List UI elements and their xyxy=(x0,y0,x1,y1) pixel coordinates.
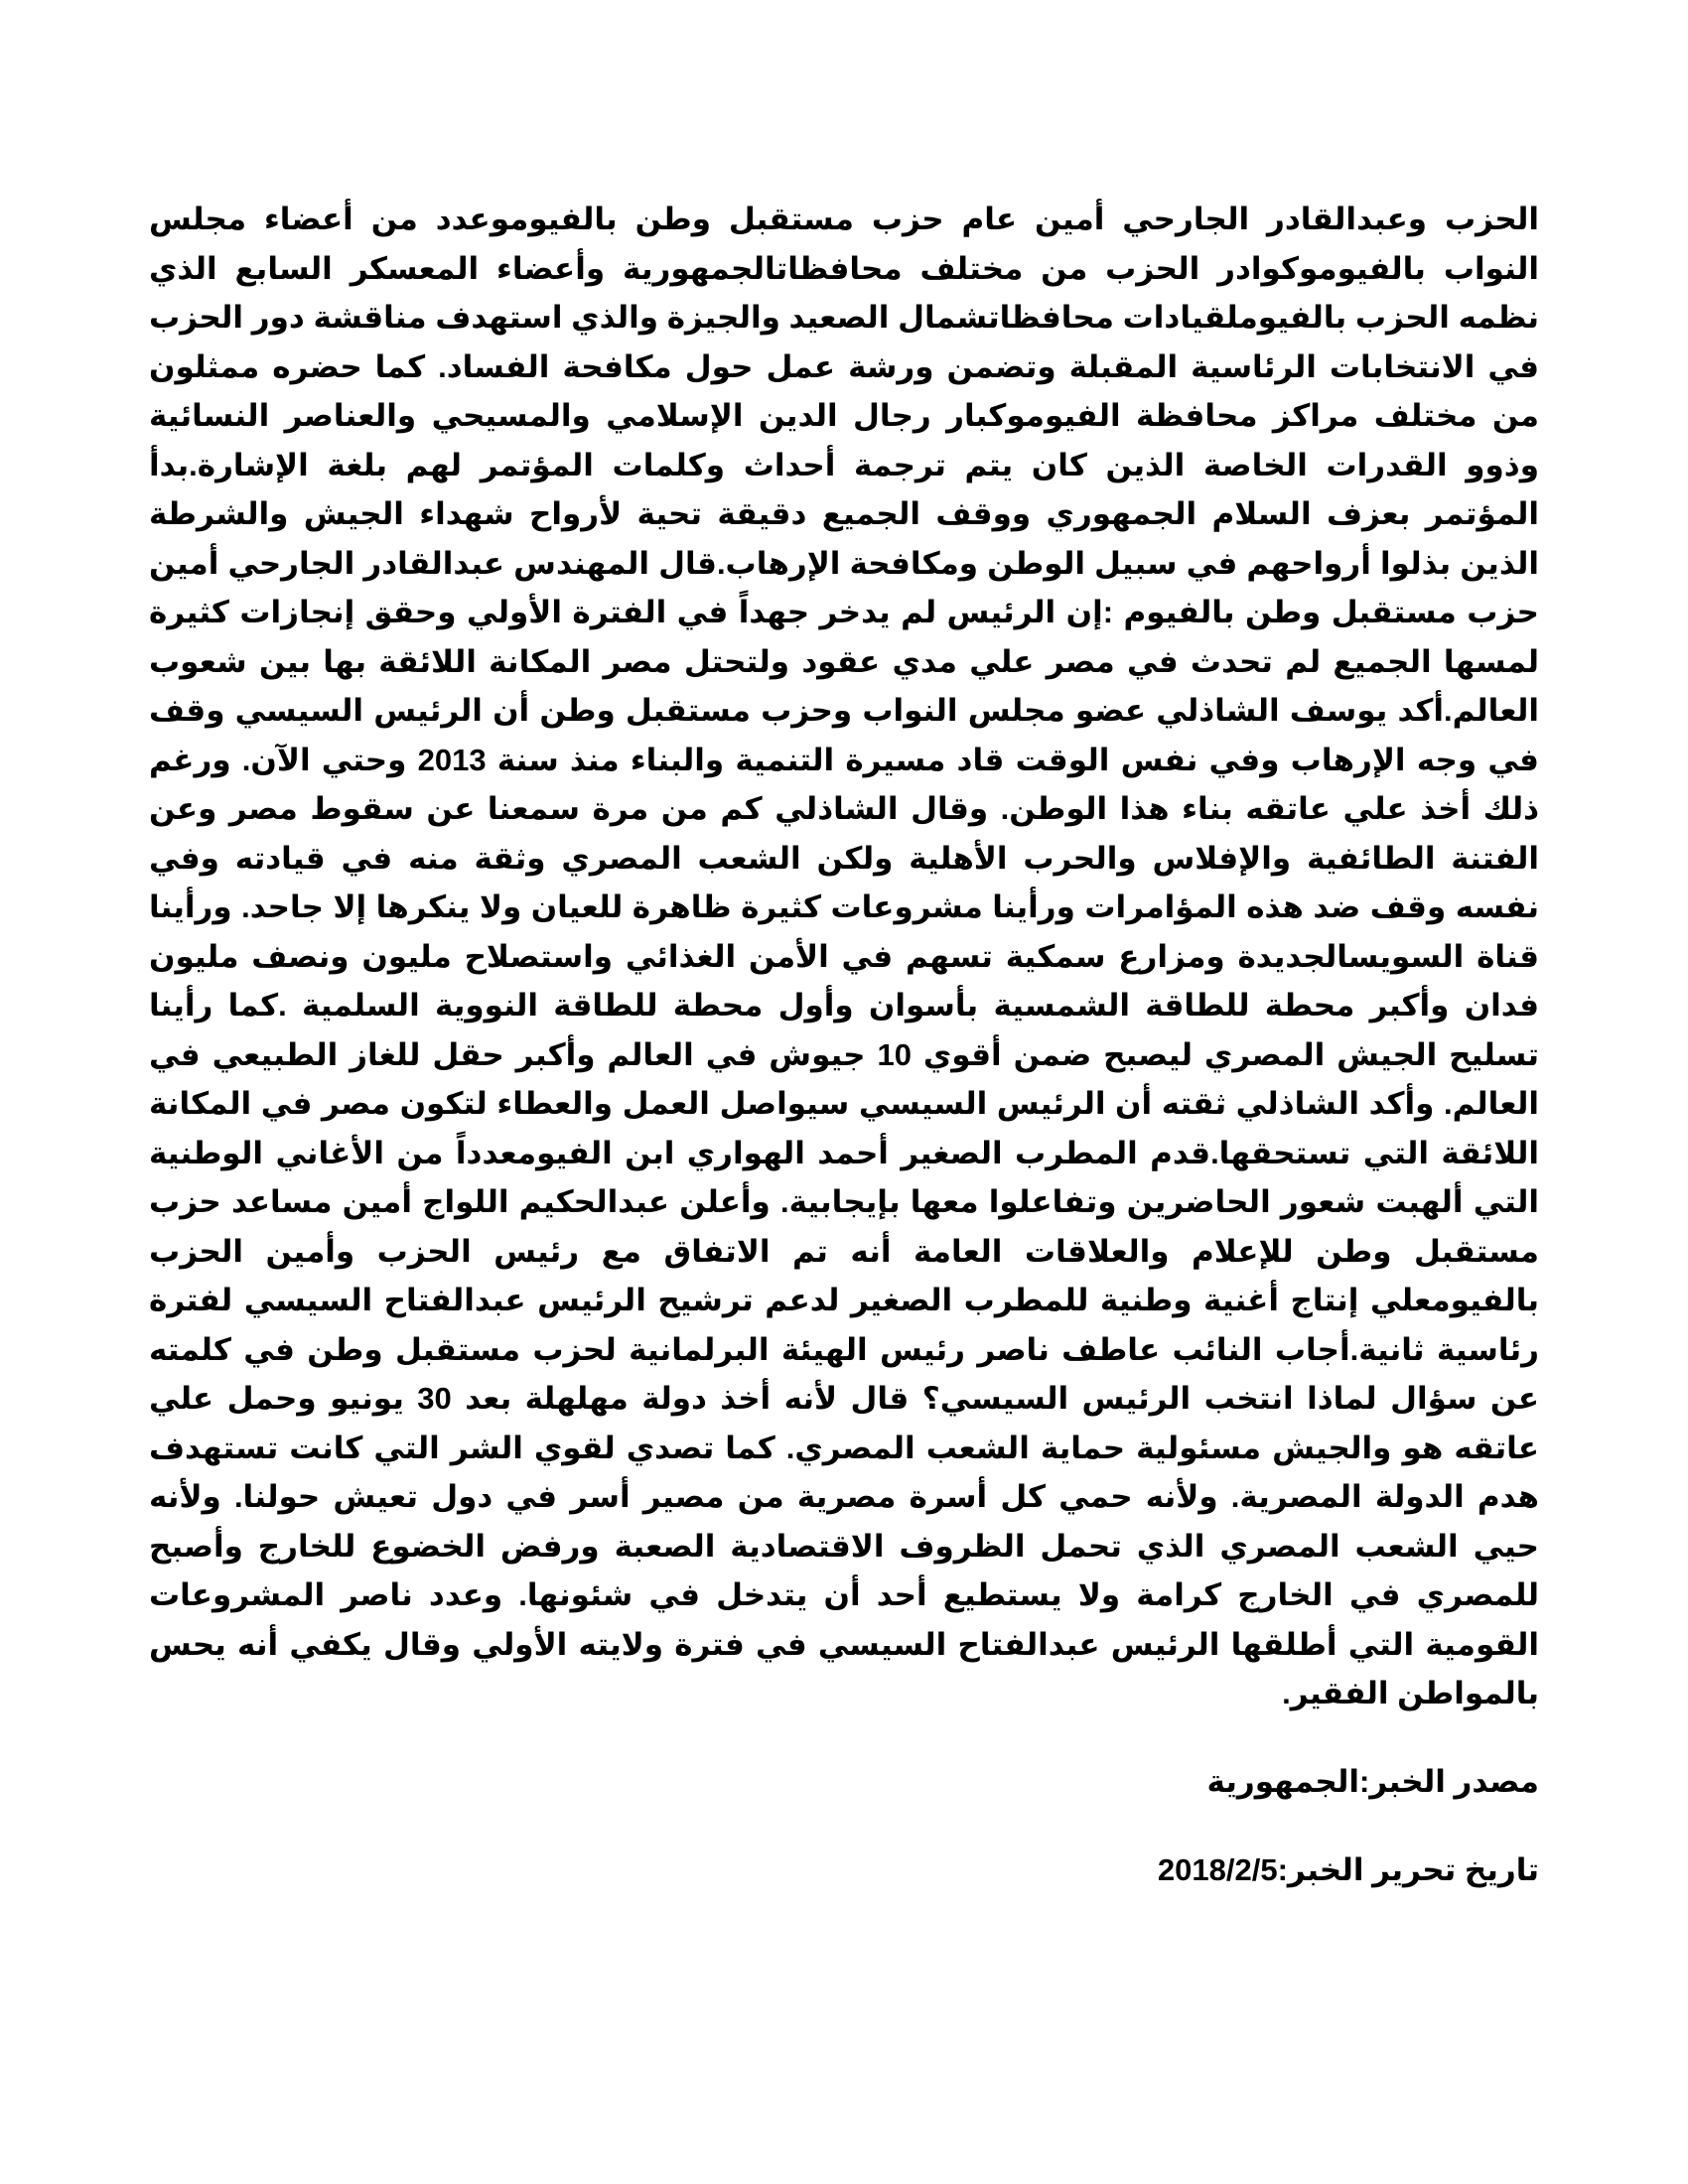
edit-date-value: 2018/2/5 xyxy=(1157,1852,1278,1887)
news-source-value: الجمهورية xyxy=(1206,1763,1360,1799)
news-source-label: مصدر الخبر: xyxy=(1359,1763,1539,1799)
edit-date-line xyxy=(149,1845,1539,1895)
document-page xyxy=(149,195,1539,1895)
article-body: الحزب وعبدالقادر الجارحي أمين عام حزب مستقبل وطن بالفيوموعدد من أعضاء مجلس النواب بالفيوموكوادر الحزب من مختلف محافظاتالجمهورية وأعضاء المعسكر السابع الذي نظمه الحزب بالفيوملقيادات محافظاتشمال الصعيد والجيزة والذي استهدف مناقشة دور الحزب في الانتخابات الرئاسية المقبلة وتضمن ورشة عمل حول مكافحة الفساد. كما حضره ممثلون من مختلف مراكز محافظة الفيوموكبار رجال الدين الإسلامي والمسيحي والعناصر النسائية وذوو القدرات الخاصة الذين كان يتم ترجمة أحداث وكلمات المؤتمر لهم بلغة الإشارة.بدأ المؤتمر بعزف السلام الجمهوري ووقف الجميع دقيقة تحية لأرواح شهداء الجيش والشرطة الذين بذلوا أرواحهم في سبيل الوطن ومكافحة الإرهاب.قال المهندس عبدالقادر الجارحي أمين حزب مستقبل وطن بالفيوم :إن الرئيس لم يدخر جهداً في الفترة الأولي وحقق إنجازات كثيرة لمسها الجميع لم تحدث في مصر علي مدي عقود ولتحتل مصر المكانة اللائقة بها بين شعوب العالم.أكد يوسف الشاذلي عضو مجلس النواب وحزب مستقبل وطن أن الرئيس السيسي وقف في وجه الإرهاب وفي نفس الوقت قاد مسيرة التنمية والبناء منذ سنة 2013 وحتي الآن. ورغم ذلك أخذ علي عاتقه بناء هذا الوطن. وقال الشاذلي كم من مرة سمعنا عن سقوط مصر وعن الفتنة الطائفية والإفلاس والحرب الأهلية ولكن الشعب المصري وثقة منه في قيادته وفي نفسه وقف ضد هذه المؤامرات ورأينا مشروعات كثيرة ظاهرة للعيان ولا ينكرها إلا جاحد. ورأينا قناة السويسالجديدة ومزارع سمكية تسهم في الأمن الغذائي واستصلاح مليون ونصف مليون فدان وأكبر محطة للطاقة الشمسية بأسوان وأول محطة للطاقة النووية السلمية .كما رأينا تسليح الجيش المصري ليصبح ضمن أقوي 10 جيوش في العالم وأكبر حقل للغاز الطبيعي في العالم. وأكد الشاذلي ثقته أن الرئيس السيسي سيواصل العمل والعطاء لتكون مصر في المكانة اللائقة التي تستحقها.قدم المطرب الصغير أحمد الهواري ابن الفيومعدداً من الأغاني الوطنية التي ألهبت شعور الحاضرين وتفاعلوا معها بإيجابية. وأعلن عبدالحكيم اللواج أمين مساعد حزب مستقبل وطن للإعلام والعلاقات العامة أنه تم الاتفاق مع رئيس الحزب وأمين الحزب بالفيومعلي إنتاج أغنية وطنية للمطرب الصغير لدعم ترشيح الرئيس عبدالفتاح السيسي لفترة رئاسية ثانية.أجاب النائب عاطف ناصر رئيس الهيئة البرلمانية لحزب مستقبل وطن في كلمته عن سؤال لماذا انتخب الرئيس السيسي؟ قال لأنه أخذ دولة مهلهلة بعد 30 يونيو وحمل علي عاتقه هو والجيش مسئولية حماية الشعب المصري. كما تصدي لقوي الشر التي كانت تستهدف هدم الدولة المصرية. ولأنه حمي كل أسرة مصرية من مصير أسر في دول تعيش حولنا. ولأنه حيي الشعب المصري الذي تحمل الظروف الاقتصادية الصعبة ورفض الخضوع للخارج وأصبح للمصري في الخارج كرامة ولا يستطيع أحد أن يتدخل في شئونها. وعدد ناصر المشروعات القومية التي أطلقها الرئيس عبدالفتاح السيسي في فترة ولايته الأولي وقال يكفي أنه يحس بالمواطن الفقير. xyxy=(149,202,1540,1710)
news-source-line xyxy=(149,1757,1539,1807)
edit-date-label: تاريخ تحرير الخبر: xyxy=(1277,1852,1539,1887)
